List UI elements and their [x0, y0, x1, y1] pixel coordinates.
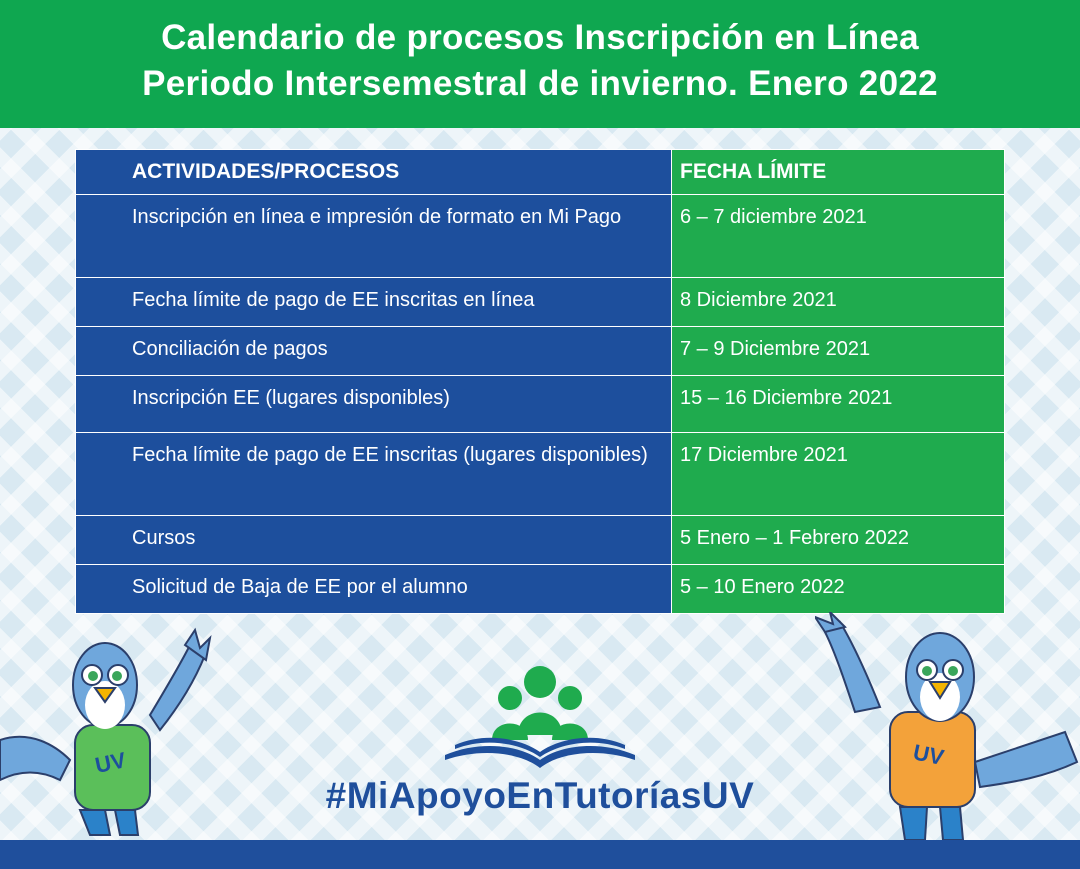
date-cell: 7 – 9 Diciembre 2021 — [672, 327, 1005, 376]
activity-cell: Inscripción EE (lugares disponibles) — [76, 376, 672, 433]
date-cell: 5 – 10 Enero 2022 — [672, 565, 1005, 614]
table-row — [76, 327, 1005, 376]
mascot-left-shirt-text: UV — [92, 747, 128, 779]
column-header-deadline: FECHA LÍMITE — [672, 150, 1005, 195]
activity-cell: Fecha límite de pago de EE inscritas (lugares disponibles) — [76, 433, 672, 516]
date-cell: 8 Diciembre 2021 — [672, 278, 1005, 327]
activity-cell: Conciliación de pagos — [76, 327, 672, 376]
title-line-1: Calendario de procesos Inscripción en Línea — [161, 18, 919, 57]
mascot-right-shirt-text: UV — [911, 739, 947, 771]
mascot-right-illustration — [815, 612, 1080, 840]
schedule-table — [75, 149, 1005, 614]
activity-cell: Inscripción en línea e impresión de formato en Mi Pago — [76, 195, 672, 278]
table-row — [76, 516, 1005, 565]
title-line-2: Periodo Intersemestral de invierno. Enero 2022 — [142, 64, 938, 103]
table-row — [76, 195, 1005, 278]
date-cell: 17 Diciembre 2021 — [672, 433, 1005, 516]
table-row — [76, 433, 1005, 516]
date-cell: 6 – 7 diciembre 2021 — [672, 195, 1005, 278]
table-row — [76, 376, 1005, 433]
table-header-row — [76, 150, 1005, 195]
activity-cell: Solicitud de Baja de EE por el alumno — [76, 565, 672, 614]
date-cell: 5 Enero – 1 Febrero 2022 — [672, 516, 1005, 565]
column-header-activities: ACTIVIDADES/PROCESOS — [76, 150, 672, 195]
header-banner — [0, 0, 1080, 128]
activity-cell: Fecha límite de pago de EE inscritas en línea — [76, 278, 672, 327]
tutorias-logo-icon — [440, 660, 640, 780]
footer-bar — [0, 840, 1080, 869]
activity-cell: Cursos — [76, 516, 672, 565]
table-row — [76, 278, 1005, 327]
mascot-left-illustration — [0, 620, 220, 840]
table-row — [76, 565, 1005, 614]
hashtag-text: #MiApoyoEnTutoríasUV — [325, 775, 755, 816]
date-cell: 15 – 16 Diciembre 2021 — [672, 376, 1005, 433]
